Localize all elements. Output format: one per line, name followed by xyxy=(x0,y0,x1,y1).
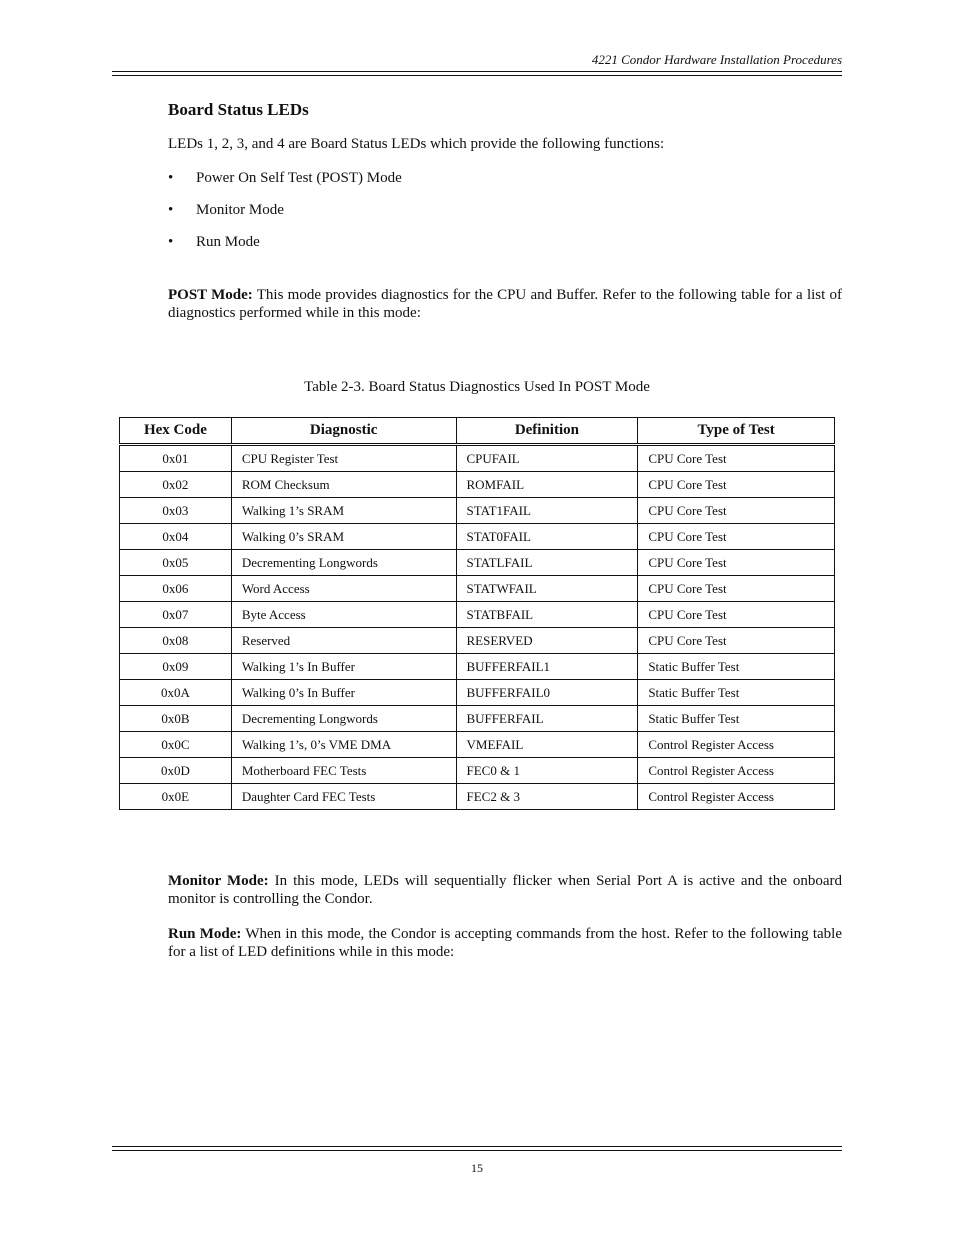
list-item-label: Power On Self Test (POST) Mode xyxy=(196,170,402,186)
run-mode-paragraph xyxy=(168,925,842,961)
table-row xyxy=(120,706,835,732)
definition-cell: STATWFAIL xyxy=(456,576,638,602)
test-type-cell: Static Buffer Test xyxy=(638,706,835,732)
diagnostic-cell: Decrementing Longwords xyxy=(231,550,456,576)
hex-code-cell: 0x05 xyxy=(120,550,232,576)
table-row xyxy=(120,524,835,550)
definition-cell: BUFFERFAIL xyxy=(456,706,638,732)
list-item xyxy=(168,170,402,202)
list-item xyxy=(168,202,402,234)
hex-code-cell: 0x0B xyxy=(120,706,232,732)
diagnostic-cell: Walking 1’s In Buffer xyxy=(231,654,456,680)
diagnostic-cell: Reserved xyxy=(231,628,456,654)
table-row xyxy=(120,472,835,498)
test-type-cell: Control Register Access xyxy=(638,784,835,810)
header-rule xyxy=(112,71,842,72)
test-type-cell: CPU Core Test xyxy=(638,498,835,524)
test-type-cell: CPU Core Test xyxy=(638,445,835,472)
run-mode-label: Run Mode: xyxy=(168,926,242,942)
hex-code-cell: 0x07 xyxy=(120,602,232,628)
hex-code-cell: 0x0E xyxy=(120,784,232,810)
diagnostic-cell: CPU Register Test xyxy=(231,445,456,472)
test-type-cell: Static Buffer Test xyxy=(638,654,835,680)
footer-rule-second xyxy=(112,1150,842,1151)
table-caption: Table 2-3. Board Status Diagnostics Used In POST Mode xyxy=(304,379,650,395)
diagnostic-cell: Byte Access xyxy=(231,602,456,628)
hex-code-cell: 0x02 xyxy=(120,472,232,498)
definition-cell: CPUFAIL xyxy=(456,445,638,472)
test-type-cell: CPU Core Test xyxy=(638,628,835,654)
footer-rule xyxy=(112,1146,842,1147)
hex-code-cell: 0x08 xyxy=(120,628,232,654)
hex-code-cell: 0x09 xyxy=(120,654,232,680)
table-row xyxy=(120,550,835,576)
definition-cell: BUFFERFAIL1 xyxy=(456,654,638,680)
hex-code-cell: 0x01 xyxy=(120,445,232,472)
monitor-mode-paragraph xyxy=(168,872,842,908)
diagnostic-cell: Decrementing Longwords xyxy=(231,706,456,732)
table-row xyxy=(120,758,835,784)
post-mode-paragraph xyxy=(168,286,842,322)
definition-cell: STAT0FAIL xyxy=(456,524,638,550)
test-type-cell: Control Register Access xyxy=(638,758,835,784)
hex-code-cell: 0x0D xyxy=(120,758,232,784)
header-rule-second xyxy=(112,75,842,76)
test-type-cell: CPU Core Test xyxy=(638,602,835,628)
diagnostic-cell: ROM Checksum xyxy=(231,472,456,498)
post-mode-text: This mode provides diagnostics for the CPU and Buffer. Refer to the following table for a list of diagnostics performed while in this mode: xyxy=(168,287,843,321)
table-row xyxy=(120,680,835,706)
column-header-diagnostic: Diagnostic xyxy=(231,418,456,445)
bullet-icon: • xyxy=(168,234,174,250)
running-header: 4221 Condor Hardware Installation Procedures xyxy=(591,52,842,67)
definition-cell: STATLFAIL xyxy=(456,550,638,576)
hex-code-cell: 0x04 xyxy=(120,524,232,550)
definition-cell: STAT1FAIL xyxy=(456,498,638,524)
test-type-cell: CPU Core Test xyxy=(638,576,835,602)
table-row xyxy=(120,576,835,602)
column-header-type-of-test: Type of Test xyxy=(638,418,835,445)
diagnostic-cell: Walking 1’s SRAM xyxy=(231,498,456,524)
test-type-cell: Static Buffer Test xyxy=(638,680,835,706)
bullet-icon: • xyxy=(168,202,174,218)
table-header-row xyxy=(120,418,835,445)
hex-code-cell: 0x0A xyxy=(120,680,232,706)
table-row xyxy=(120,602,835,628)
list-item xyxy=(168,234,402,266)
definition-cell: BUFFERFAIL0 xyxy=(456,680,638,706)
monitor-mode-label: Monitor Mode: xyxy=(168,873,269,889)
definition-cell: VMEFAIL xyxy=(456,732,638,758)
definition-cell: FEC2 & 3 xyxy=(456,784,638,810)
definition-cell: STATBFAIL xyxy=(456,602,638,628)
table-row xyxy=(120,628,835,654)
diagnostic-cell: Daughter Card FEC Tests xyxy=(231,784,456,810)
table-row xyxy=(120,654,835,680)
table-row xyxy=(120,784,835,810)
mode-list xyxy=(168,170,402,266)
table-row xyxy=(120,498,835,524)
list-item-label: Run Mode xyxy=(196,234,260,250)
column-header-definition: Definition xyxy=(456,418,638,445)
diagnostic-cell: Walking 0’s In Buffer xyxy=(231,680,456,706)
bullet-icon: • xyxy=(168,170,174,186)
hex-code-cell: 0x0C xyxy=(120,732,232,758)
diagnostics-table xyxy=(119,417,835,810)
post-mode-label: POST Mode: xyxy=(168,287,253,303)
monitor-mode-text: In this mode, LEDs will sequentially flicker when Serial Port A is active and the onboard monitor is controlling the Condor. xyxy=(168,873,842,907)
definition-cell: FEC0 & 1 xyxy=(456,758,638,784)
test-type-cell: Control Register Access xyxy=(638,732,835,758)
table-row xyxy=(120,732,835,758)
intro-paragraph: LEDs 1, 2, 3, and 4 are Board Status LEDs which provide the following functions: xyxy=(168,136,665,152)
test-type-cell: CPU Core Test xyxy=(638,524,835,550)
diagnostic-cell: Walking 0’s SRAM xyxy=(231,524,456,550)
column-header-hex-code: Hex Code xyxy=(120,418,232,445)
definition-cell: ROMFAIL xyxy=(456,472,638,498)
diagnostic-cell: Motherboard FEC Tests xyxy=(231,758,456,784)
diagnostic-cell: Walking 1’s, 0’s VME DMA xyxy=(231,732,456,758)
definition-cell: RESERVED xyxy=(456,628,638,654)
test-type-cell: CPU Core Test xyxy=(638,550,835,576)
table-row xyxy=(120,445,835,472)
page-number: 15 xyxy=(471,1161,483,1175)
hex-code-cell: 0x06 xyxy=(120,576,232,602)
run-mode-text: When in this mode, the Condor is accepting commands from the host. Refer to the following table for a list of LED definitions while in this mode: xyxy=(168,926,843,960)
diagnostic-cell: Word Access xyxy=(231,576,456,602)
list-item-label: Monitor Mode xyxy=(196,202,284,218)
hex-code-cell: 0x03 xyxy=(120,498,232,524)
test-type-cell: CPU Core Test xyxy=(638,472,835,498)
section-title: Board Status LEDs xyxy=(168,100,309,119)
